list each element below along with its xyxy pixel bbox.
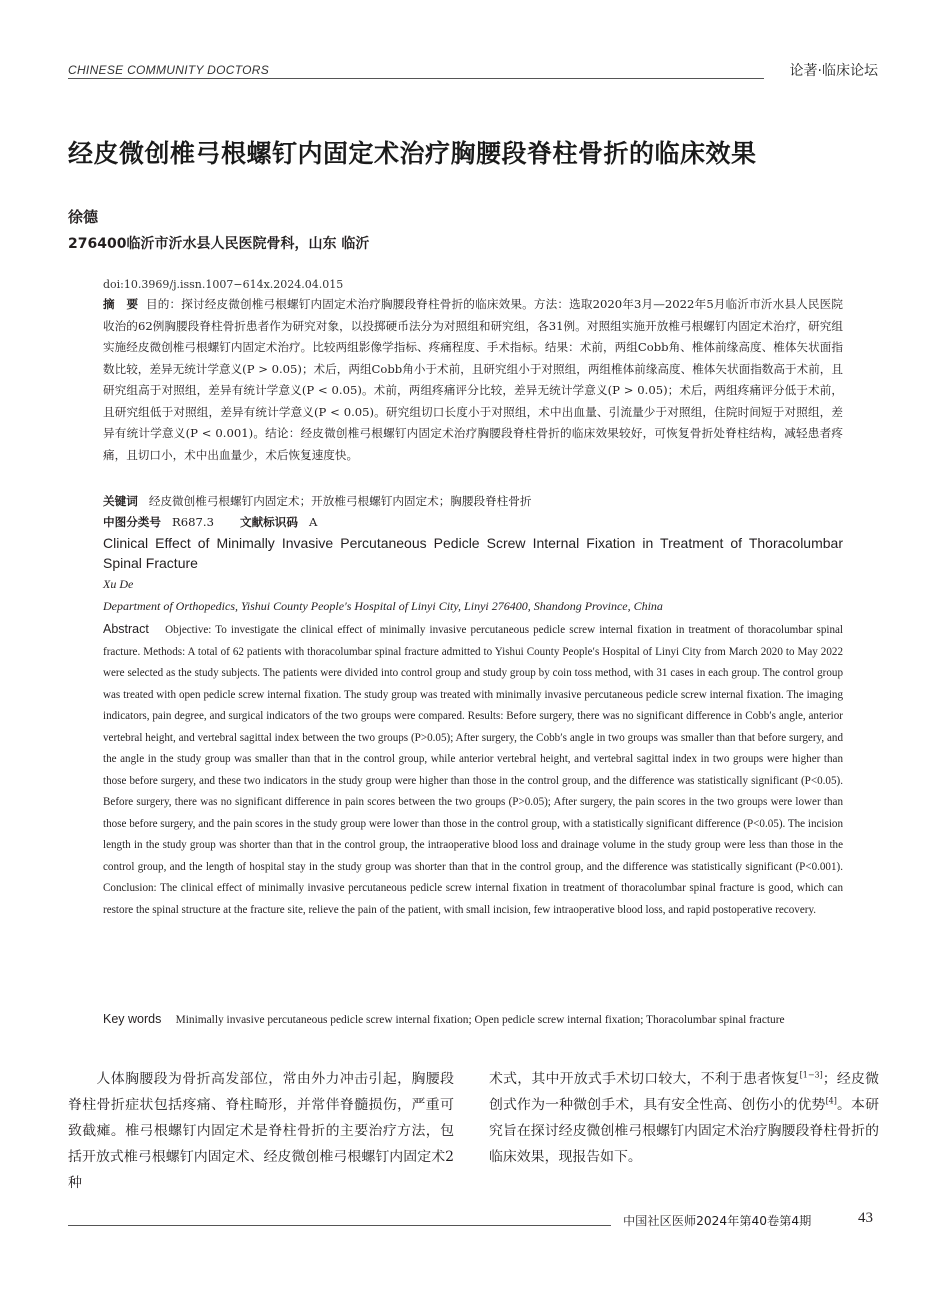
author-affiliation: 276400临沂市沂水县人民医院骨科，山东 临沂 <box>68 236 370 252</box>
clc-value: R687.3 <box>172 515 214 529</box>
clc-label: 中图分类号 <box>103 515 161 529</box>
body-left-text: 人体胸腰段为骨折高发部位，常由外力冲击引起，胸腰段脊柱骨折症状包括疼痛、脊柱畸形，并常伴脊髓损伤，严重可致截瘫。椎弓根螺钉内固定术是脊柱骨折的主要治疗方法，包括开放式椎弓根螺钉内固定术、经皮微创椎弓根螺钉内固定术2种 <box>68 1071 454 1191</box>
reference-1-3[interactable]: [1−3] <box>799 1070 823 1080</box>
doc-code-label: 文献标识码 <box>239 515 298 529</box>
abstract-chinese-label: 摘 要 <box>103 297 139 311</box>
abstract-chinese-text: 目的：探讨经皮微创椎弓根螺钉内固定术治疗胸腰段脊柱骨折的临床效果。方法：选取2020年3月—2022年5月临沂市沂水县人民医院收治的62例胸腰段脊柱骨折患者作为研究对象，以投掷硬币法分为对照组和研究组，各31例。对照组实施开放椎弓根螺钉内固定术治疗，研究组实施经皮微创椎弓根螺钉内固定术治疗。比较两组影像学指标、疼痛程度、手术指标。结果：术前，两组Cobb角、椎体前缘高度、椎体矢状面指数比较，差异无统计学意义(P > 0.05)；术后，两组Cobb角小于术前，且研究组小于对照组，两组椎体前缘高度、椎体矢状面指数高于术前，且研究组高于对照组，差异有统计学意义(P < 0.05)。术前，两组疼痛评分比较，差异无统计学意义(P > 0.05)；术后，两组疼痛评分低于术前，且研究组低于对照组，差异有统计学意义(P < 0.05)。研究组切口长度小于对照组，术中出血量、引流量少于对照组，住院时间短于对照组，差异有统计学意义(P < 0.001)。结论：经皮微创椎弓根螺钉内固定术治疗胸腰段脊柱骨折的临床效果较好，可恢复骨折处脊柱结构，减轻患者疼痛，且切口小，术中出血量少，术后恢复速度快。 <box>103 297 843 462</box>
header-journal-name: CHINESE COMMUNITY DOCTORS <box>68 63 270 77</box>
body-right-text-2: ；经皮微创式作为一种微创手术，具有安全性高、创伤小的优势 <box>489 1071 879 1113</box>
footer-journal-issue: 中国社区医师2024年第40卷第4期 <box>623 1214 812 1228</box>
abstract-chinese <box>103 294 843 466</box>
keywords-english-text: Minimally invasive percutaneous pedicle screw internal fixation; Open pedicle screw internal fixation; Thoracolumbar spinal fracture <box>175 1014 785 1026</box>
header-rule <box>68 78 764 79</box>
english-affiliation: Department of Orthopedics, Yishui County People′s Hospital of Linyi City, Linyi 276400, Shandong Province, China <box>103 599 663 613</box>
header-section-name: 论著·临床论坛 <box>789 63 878 79</box>
classification-line <box>103 512 843 532</box>
footer-rule <box>68 1225 611 1226</box>
keywords-chinese-label: 关键词 <box>103 494 138 508</box>
abstract-english-text: Objective: To investigate the clinical effect of minimally invasive percutaneous pedicle screw internal fixation in treatment of thoracolumbar spinal fracture. Methods: A total of 62 patients with thoracolumbar spinal fracture admitted to Yishui County People′s Hospital of Linyi City from March 2020 to May 2022 were selected as the study subjects. The patients were divided into control group and study group by coin toss method, with 31 cases in each group. The control group was treated with open pedicle screw internal fixation. The study group was treated with minimally invasive percutaneous pedicle screw internal fixation. The imaging indicators, pain degree, and surgical indicators of the two groups were compared. Results: Before surgery, there was no significant difference in Cobb′s angle, anterior vertebral height, and vertebral sagittal index between the two groups (P>0.05); After surgery, the Cobb′s angle in two groups was smaller than that before surgery, and the angle in the study group was smaller than that in the control group, while anterior vertebral height, and vertebral sagittal index in two groups were higher than those before surgery, and these two indicators in the study group were higher than those in the control group, and the difference was statistically significant (P<0.05). Before surgery, there was no significant difference in pain scores between the two groups (P>0.05); After surgery, the pain scores in the two groups were lower than those before surgery, and the pain scores in the study group were lower than those in the control group, with a statistically significant difference (P<0.05). The incision length in the study group was shorter than that in the control group, the intraoperative blood loss and drainage volume in the study group were less than those in the control group, and the length of hospital stay in the study group was shorter than that in the control group, and the difference was statistically significant (P<0.001). Conclusion: The clinical effect of minimally invasive percutaneous pedicle screw internal fixation in treatment of thoracolumbar spinal fracture is good, which can restore the spinal structure at the fracture site, relieve the pain of the patient, with small incision, few intraoperative blood loss, and rapid postoperative recovery. <box>103 624 844 916</box>
keywords-english-label: Key words <box>103 1012 162 1026</box>
keywords-english <box>103 1009 843 1032</box>
keywords-chinese-text: 经皮微创椎弓根螺钉内固定术；开放椎弓根螺钉内固定术；胸腰段脊柱骨折 <box>148 494 532 508</box>
body-column-left <box>68 1066 454 1196</box>
reference-4[interactable]: [4] <box>825 1096 837 1106</box>
body-column-right <box>489 1066 879 1170</box>
abstract-english-label: Abstract <box>103 622 149 636</box>
abstract-english <box>103 619 843 921</box>
keywords-chinese <box>103 491 843 511</box>
doi: doi:10.3969/j.issn.1007−614x.2024.04.015 <box>103 278 344 291</box>
page-number: 43 <box>858 1210 873 1226</box>
english-title: Clinical Effect of Minimally Invasive Percutaneous Pedicle Screw Internal Fixation in Treatment of Thoracolumbar Spinal Fracture <box>103 535 843 571</box>
body-right-text-1: 术式，其中开放式手术切口较大，不利于患者恢复 <box>489 1071 800 1087</box>
author-name: 徐德 <box>68 208 99 226</box>
article-title: 经皮微创椎弓根螺钉内固定术治疗胸腰段脊柱骨折的临床效果 <box>68 139 757 168</box>
body-right-text-3: 。本研究旨在探讨经皮微创椎弓根螺钉内固定术治疗胸腰段脊柱骨折的临床效果，现报告如下。 <box>489 1097 879 1165</box>
english-author: Xu De <box>103 577 134 591</box>
doc-code-value: A <box>309 515 318 529</box>
